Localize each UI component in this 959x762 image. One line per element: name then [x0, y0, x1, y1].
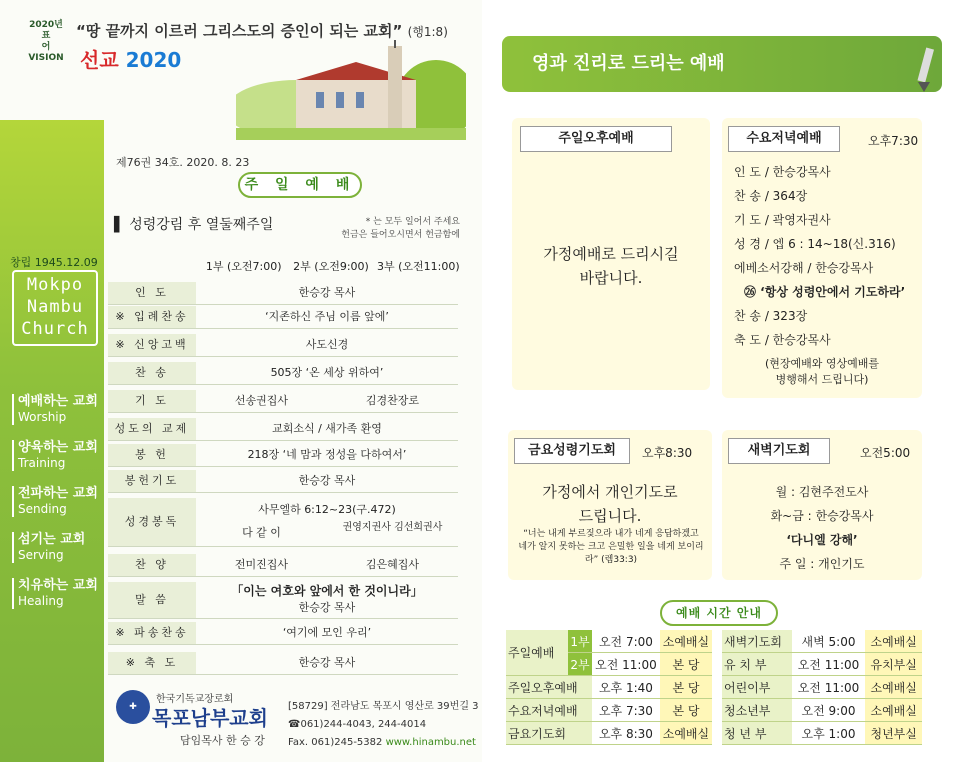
- order-row-scripture: 성경봉독 사무엘하 6:12~23(구.472) 다 같 이 권영지권사 김선희권사: [108, 498, 458, 547]
- table-row: 새벽기도회 새벽 5:00 소예배실: [722, 630, 922, 653]
- established-date: 창립 1945.12.09: [10, 256, 98, 269]
- wednesday-order-list: 인 도 / 한승강목사 찬 송 / 364장 기 도 / 곽영자권사 성 경 / 엡 6 : 14~18(신.316) 에베소서강해 / 한승강목사 ㉖ ‘항상 성령안에서 기도하라’ 찬 송 / 323장 축 도 / 한승강목사: [734, 165, 906, 347]
- wednesday-title: 수요저녁예배: [728, 126, 840, 152]
- denomination-logo-icon: ✚: [116, 690, 150, 724]
- wednesday-card: [722, 118, 922, 398]
- order-row-sermon: 말 씀 「이는 여호와 앞에서 한 것이니라」 한승강 목사: [108, 582, 458, 619]
- order-row: 봉헌기도 한승강 목사: [108, 470, 458, 493]
- table-row: 청 년 부 오후 1:00 청년부실: [722, 722, 922, 745]
- table-row: 주일오후예배 오후 1:40 본 당: [506, 676, 712, 699]
- friday-time: 오후8:30: [642, 446, 693, 460]
- sidebar-item-serving: 섬기는 교회 Serving: [12, 532, 110, 563]
- friday-verse: “너는 내게 부르짖으라 내가 네게 응답하겠고 네가 알지 못하는 크고 은밀한 일을 네게 보이리라” (렘33:3): [518, 529, 704, 565]
- schedule-title-badge: 예배 시간 안내: [660, 600, 778, 626]
- service-title: ▌ 성령강림 후 열둘째주일: [114, 217, 274, 233]
- order-row: 기 도 선송권집사 김경찬장로: [108, 390, 458, 413]
- sidebar-item-training: 양육하는 교회 Training: [12, 440, 110, 471]
- dawn-prayer-time: 오전5:00: [860, 446, 911, 460]
- order-row: 인 도 한승강 목사: [108, 282, 458, 305]
- table-row: 어린이부 오전 11:00 소예배실: [722, 676, 922, 699]
- schedule-table-right: [722, 630, 922, 745]
- dawn-prayer-title: 새벽기도회: [728, 438, 830, 464]
- schedule-table-left: [506, 630, 712, 745]
- senior-pastor: 담임목사 한 승 강: [180, 734, 265, 747]
- church-motto: “땅 끝까지 이르러 그리스도의 증인이 되는 교회” (행1:8): [76, 22, 448, 40]
- order-row: ※ 입례찬송 ‘지존하신 주님 이름 앞에’: [108, 306, 458, 329]
- church-name: 목포남부교회: [152, 706, 268, 730]
- standing-note: * 는 모두 일어서 주세요 헌금은 들어오시면서 헌금함에: [341, 217, 460, 240]
- table-row: 청소년부 오전 9:00 소예배실: [722, 699, 922, 722]
- sidebar-item-worship: 예배하는 교회 Worship: [12, 394, 110, 425]
- table-row: 주일예배 1부 오전 7:00 소예배실: [506, 630, 712, 653]
- order-row: 성도의 교제 교회소식 / 새가족 환영: [108, 418, 458, 441]
- friday-card: [508, 430, 712, 580]
- order-row: 봉 헌 218장 ‘네 맘과 정성을 다하여서’: [108, 444, 458, 467]
- service-times: [200, 258, 462, 274]
- table-row: 유 치 부 오전 11:00 유치부실: [722, 653, 922, 676]
- service-time-2: 2부 (오전9:00): [293, 260, 369, 273]
- sunday-afternoon-title: 주일오후예배: [520, 126, 672, 152]
- friday-text: 가정에서 개인기도로 드립니다.: [542, 483, 678, 525]
- pen-icon: [904, 44, 944, 94]
- wednesday-time: 오후7:30: [868, 134, 919, 148]
- wednesday-note: (현장예배와 영상예배를 병행해서 드립니다): [764, 357, 880, 386]
- church-name-logo: Mokpo Nambu Church: [12, 270, 98, 346]
- church-building-illustration: [236, 40, 466, 140]
- dawn-prayer-list: 월 : 김현주전도사 화~금 : 한승강목사 ‘다니엘 강해’ 주 일 : 개인기도: [770, 485, 874, 571]
- service-time-1: 1부 (오전7:00): [205, 260, 282, 273]
- sunday-afternoon-card: [512, 118, 710, 390]
- order-row: ※ 축 도 한승강 목사: [108, 652, 458, 675]
- denomination-name: 한국기독교장로회: [156, 694, 234, 705]
- worship-banner: 영과 진리로 드리는 예배: [502, 36, 942, 92]
- mission-title: 선교 2020: [80, 48, 182, 72]
- table-row: 2부 오전 11:00 본 당: [506, 653, 712, 676]
- website-link[interactable]: www.hinambu.net: [385, 737, 476, 748]
- sunday-afternoon-text: 가정예배로 드리시길 바랍니다.: [543, 245, 679, 287]
- table-row: 금요기도회 오후 8:30 소예배실: [506, 722, 712, 745]
- order-row: 찬 양 전미진집사 김은혜집사: [108, 554, 458, 577]
- order-row: ※ 파송찬송 ‘여기에 모인 우리’: [108, 622, 458, 645]
- sunday-service-badge: 주 일 예 배: [238, 172, 362, 198]
- dawn-prayer-card: [722, 430, 922, 580]
- friday-title: 금요성령기도회: [514, 438, 630, 464]
- sidebar-item-healing: 치유하는 교회 Healing: [12, 578, 110, 609]
- sidebar-item-sending: 전파하는 교회 Sending: [12, 486, 110, 517]
- order-row: ※ 신앙고백 사도신경: [108, 334, 458, 357]
- order-row: 찬 송 505장 ‘온 세상 위하여’: [108, 362, 458, 385]
- vision-badge: 2020년 표 어 VISION: [28, 20, 64, 63]
- service-time-3: 3부 (오전11:00): [376, 260, 460, 273]
- church-contact: [58729] 전라남도 목포시 영산로 39번길 3 ☎061)244-4043, 244-4014 Fax. 061)245-5382 www.hinambu.net: [288, 701, 479, 748]
- table-row: 수요저녁예배 오후 7:30 본 당: [506, 699, 712, 722]
- issue-info: 제76권 34호. 2020. 8. 23: [116, 156, 250, 169]
